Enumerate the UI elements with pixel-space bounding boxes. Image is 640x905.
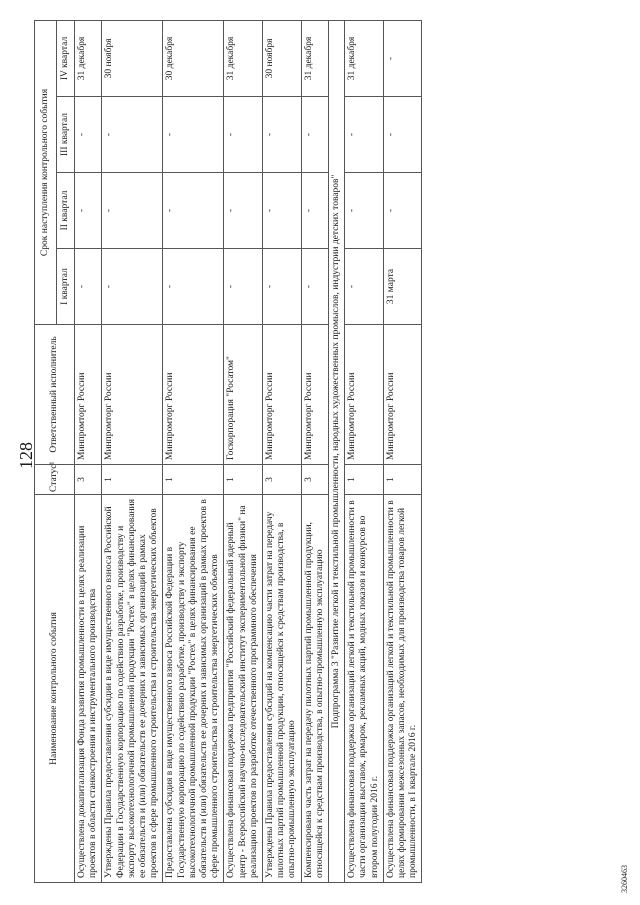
subprogram-title: Подпрограмма 3 "Развитие легкой и текстильной промышленности, народных художественных промыслов, индустрии детских товаров": [329, 20, 345, 882]
table-row: [301, 20, 328, 882]
cell-responsible: Минпромторг России: [163, 325, 224, 465]
cell-event-name: Утверждены Правила предоставления субсидии в виде имущественного взноса Российской Федерации в Государственную корпорацию по содействию разработке, производству и экспорту высокотехнологичной промышленной продукции "Ростех" в целях финансирования ее обязательств и (или) обязательств ее дочерних и зависимых организаций в рамках проектов в сфере промышленного строительства и строительства энергетических объектов: [102, 495, 163, 883]
table-row: [163, 20, 224, 882]
cell-responsible: Минпромторг России: [345, 325, 384, 465]
cell-quarter-1: -: [345, 249, 384, 325]
cell-responsible: Минпромторг России: [301, 325, 328, 465]
header-quarter-2: II квартал: [57, 173, 75, 249]
cell-quarter-3: -: [75, 97, 102, 173]
header-responsible: Ответственный исполнитель: [35, 325, 75, 465]
page-number: 128: [16, 442, 36, 469]
cell-responsible: Минпромторг России: [263, 325, 302, 465]
cell-event-name: Предоставлена субсидия в виде имущественного взноса Российской Федерации в Государственную корпорацию по содействию разработке, производству и экспорту высокотехнологичной промышленной продукции "Ростех" в целях финансирования ее обязательств и (или) обязательств ее дочерних и зависимых организаций в рамках проектов в сфере промышленного строительства и строительства энергетических объектов: [163, 495, 224, 883]
cell-quarter-4: 31 декабря: [345, 20, 384, 96]
cell-quarter-4: 30 ноября: [263, 20, 302, 96]
table-row: [383, 20, 422, 882]
cell-event-name: Осуществлена докапитализация Фонда развития промышленности в целях реализации проектов в области станкостроения и инструментального производства: [75, 495, 102, 883]
cell-quarter-3: -: [301, 97, 328, 173]
cell-quarter-2: -: [263, 173, 302, 249]
cell-status: 1: [224, 465, 263, 495]
footer-code: 3260463: [620, 865, 629, 893]
header-quarter-3: III квартал: [57, 97, 75, 173]
cell-quarter-2: -: [345, 173, 384, 249]
table-row: [102, 20, 163, 882]
cell-quarter-2: -: [163, 173, 224, 249]
cell-quarter-1: -: [263, 249, 302, 325]
table-row: [345, 20, 384, 882]
cell-responsible: Минпромторг России: [75, 325, 102, 465]
subprogram-row: [329, 20, 345, 882]
cell-quarter-3: -: [383, 97, 422, 173]
header-quarter-1: I квартал: [57, 249, 75, 325]
cell-quarter-2: -: [383, 173, 422, 249]
cell-responsible: Минпромторг России: [383, 325, 422, 465]
cell-quarter-4: 31 декабря: [301, 20, 328, 96]
cell-status: 1: [102, 465, 163, 495]
cell-quarter-4: -: [383, 20, 422, 96]
cell-quarter-4: 30 ноября: [102, 20, 163, 96]
header-deadline-group: Срок наступления контрольного события: [35, 20, 57, 324]
cell-quarter-2: -: [102, 173, 163, 249]
header-status: Статус¹: [35, 465, 75, 495]
cell-quarter-1: -: [75, 249, 102, 325]
cell-status: 1: [345, 465, 384, 495]
cell-responsible: Госкорпорация "Росатом": [224, 325, 263, 465]
cell-event-name: Осуществлена финансовая поддержка организаций легкой и текстильной промышленности в части организации выставок, ярмарок, рекламных акций, модных показов и конкурсов во втором полугодии 2016 г.: [345, 495, 384, 883]
cell-quarter-2: -: [301, 173, 328, 249]
cell-quarter-1: -: [301, 249, 328, 325]
header-event-name: Наименование контрольного события: [35, 495, 75, 883]
table-row: [75, 20, 102, 882]
cell-status: 1: [383, 465, 422, 495]
cell-quarter-3: -: [224, 97, 263, 173]
cell-quarter-2: -: [224, 173, 263, 249]
cell-quarter-3: -: [263, 97, 302, 173]
cell-quarter-3: -: [163, 97, 224, 173]
cell-quarter-1: -: [102, 249, 163, 325]
cell-status: 1: [163, 465, 224, 495]
cell-quarter-3: -: [345, 97, 384, 173]
cell-quarter-3: -: [102, 97, 163, 173]
cell-quarter-1: 31 марта: [383, 249, 422, 325]
cell-event-name: Утверждены Правила предоставления субсидий на компенсацию части затрат на передачу пилотных партий промышленной продукции, относящейся к средствам производства, в опытно-промышленную эксплуатацию: [263, 495, 302, 883]
cell-quarter-2: -: [75, 173, 102, 249]
cell-quarter-1: -: [163, 249, 224, 325]
table-body: [75, 20, 422, 882]
cell-quarter-4: 30 декабря: [163, 20, 224, 96]
cell-quarter-4: 31 декабря: [224, 20, 263, 96]
cell-event-name: Осуществлена финансовая поддержка организаций легкой и текстильной промышленности в целях формирования межсезонных запасов, необходимых для производства товаров легкой промышленности, в I квартале 2016 г.: [383, 495, 422, 883]
cell-event-name: Осуществлена финансовая поддержка предприятия "Российский федеральный ядерный центр - Всероссийский научно-исследовательский институт экспериментальной физики" на реализацию проектов по разработке отечественного программного обеспечения: [224, 495, 263, 883]
cell-event-name: Компенсирована часть затрат на передачу пилотных партий промышленной продукции, относящейся к средствам производства, в опытно-промышленную эксплуатацию: [301, 495, 328, 883]
control-events-table: [34, 20, 422, 883]
cell-status: 3: [75, 465, 102, 495]
cell-quarter-4: 31 декабря: [75, 20, 102, 96]
header-quarter-4: IV квартал: [57, 20, 75, 96]
cell-status: 3: [263, 465, 302, 495]
cell-status: 3: [301, 465, 328, 495]
cell-quarter-1: -: [224, 249, 263, 325]
table-row: [224, 20, 263, 882]
cell-responsible: Минпромторг России: [102, 325, 163, 465]
table-row: [263, 20, 302, 882]
